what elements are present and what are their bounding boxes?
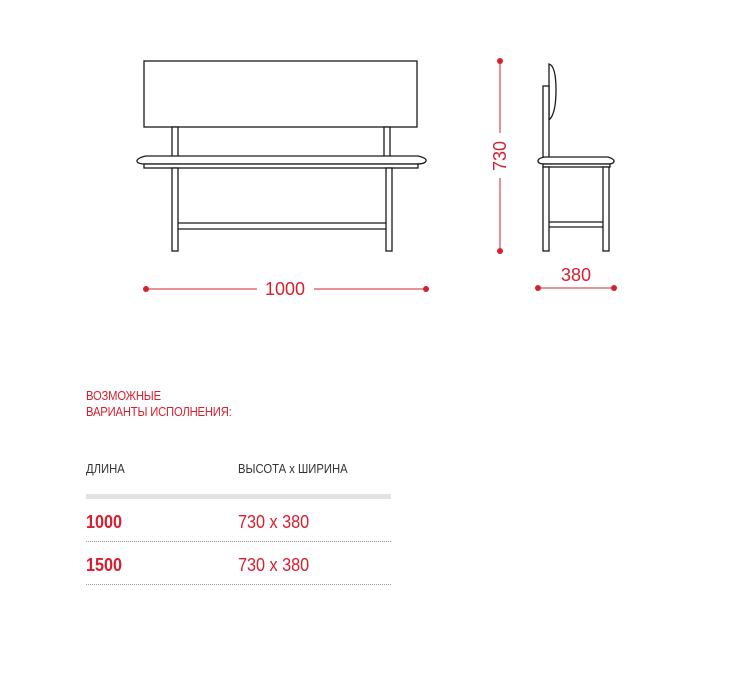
width-dim-label: 1000 — [264, 279, 306, 299]
depth-dim-label: 380 — [560, 265, 592, 285]
height-dimension — [490, 58, 510, 254]
column-header-size: ВЫСОТА х ШИРИНА — [238, 462, 348, 476]
height-dim-dot-bottom — [497, 248, 503, 254]
backrest-panel — [144, 61, 417, 127]
options-heading-line1: ВОЗМОЖНЫЕ — [86, 389, 161, 403]
back-post-left — [172, 127, 178, 159]
seat-apron — [144, 164, 418, 168]
seat-side-apron — [543, 164, 610, 167]
table-header — [86, 460, 391, 499]
width-dim-dot-left — [143, 286, 149, 292]
row-length: 1000 — [86, 512, 123, 532]
side-leg-front — [543, 167, 549, 251]
column-header-length: ДЛИНА — [86, 462, 125, 476]
backrest-side-profile — [549, 64, 556, 120]
table-row — [86, 542, 391, 585]
seat-side — [538, 157, 614, 164]
height-dim-dot-top — [497, 58, 503, 64]
width-dim-dot-right — [423, 286, 429, 292]
row-length: 1500 — [86, 555, 123, 575]
height-dim-label: 730 — [490, 140, 510, 172]
row-size: 730 х 380 — [238, 512, 310, 532]
depth-dimension — [535, 265, 617, 291]
back-post-right — [384, 127, 390, 159]
table-row — [86, 499, 391, 542]
options-heading-line2: ВАРИАНТЫ ИСПОЛНЕНИЯ: — [86, 405, 232, 419]
side-leg-back — [603, 167, 609, 251]
leg-right — [386, 168, 392, 251]
bench-front-view — [137, 61, 426, 251]
options-table — [86, 460, 391, 585]
depth-dim-dot-left — [535, 285, 541, 291]
width-dimension — [143, 279, 429, 299]
row-size: 730 х 380 — [238, 555, 310, 575]
depth-dim-dot-right — [611, 285, 617, 291]
leg-left — [172, 168, 178, 251]
bench-side-view — [538, 64, 614, 251]
seat-top — [137, 156, 426, 164]
options-heading — [86, 388, 232, 420]
back-post-side — [543, 86, 549, 160]
